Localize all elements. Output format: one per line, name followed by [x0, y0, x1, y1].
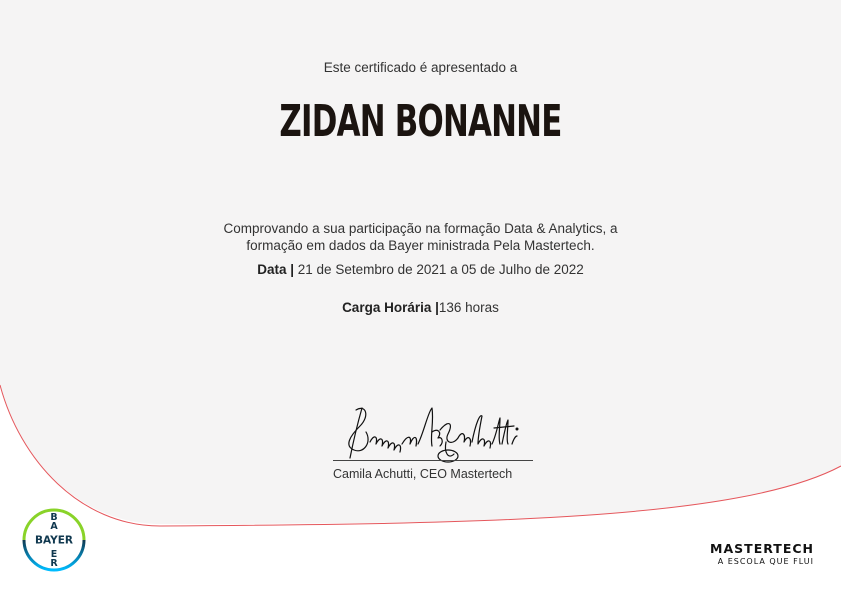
handwritten-signature	[336, 402, 536, 464]
mastertech-name: MASTERTECH	[710, 541, 814, 556]
svg-text:R: R	[50, 558, 58, 569]
date-value: 21 de Setembro de 2021 a 05 de Julho de 2022	[294, 262, 584, 277]
date-label: Data |	[257, 262, 295, 277]
hours-label: Carga Horária |	[342, 300, 439, 315]
svg-text:B: B	[50, 512, 58, 523]
certificate-intro: Este certificado é apresentado a	[323, 60, 518, 75]
hours-value: 136 horas	[438, 300, 499, 315]
signature-line	[333, 460, 533, 461]
certificate-description	[0, 220, 841, 254]
description-line-2: formação em dados da Bayer ministrada Pela Mastertech.	[246, 238, 595, 253]
bayer-logo	[20, 506, 88, 574]
signer-caption: Camila Achutti, CEO Mastertech	[333, 467, 513, 481]
svg-text:A: A	[50, 521, 58, 532]
bayer-horizontal-text: BAYER	[35, 534, 73, 547]
mastertech-logo	[710, 541, 814, 566]
mastertech-tagline: A ESCOLA QUE FLUI	[717, 557, 814, 566]
description-line-1: Comprovando a sua participação na formação Data & Analytics, a	[223, 221, 618, 236]
date-line	[0, 262, 841, 277]
hours-line	[0, 300, 841, 315]
svg-text:E: E	[50, 549, 58, 560]
recipient-name: ZIDAN BONANNE	[279, 96, 562, 147]
